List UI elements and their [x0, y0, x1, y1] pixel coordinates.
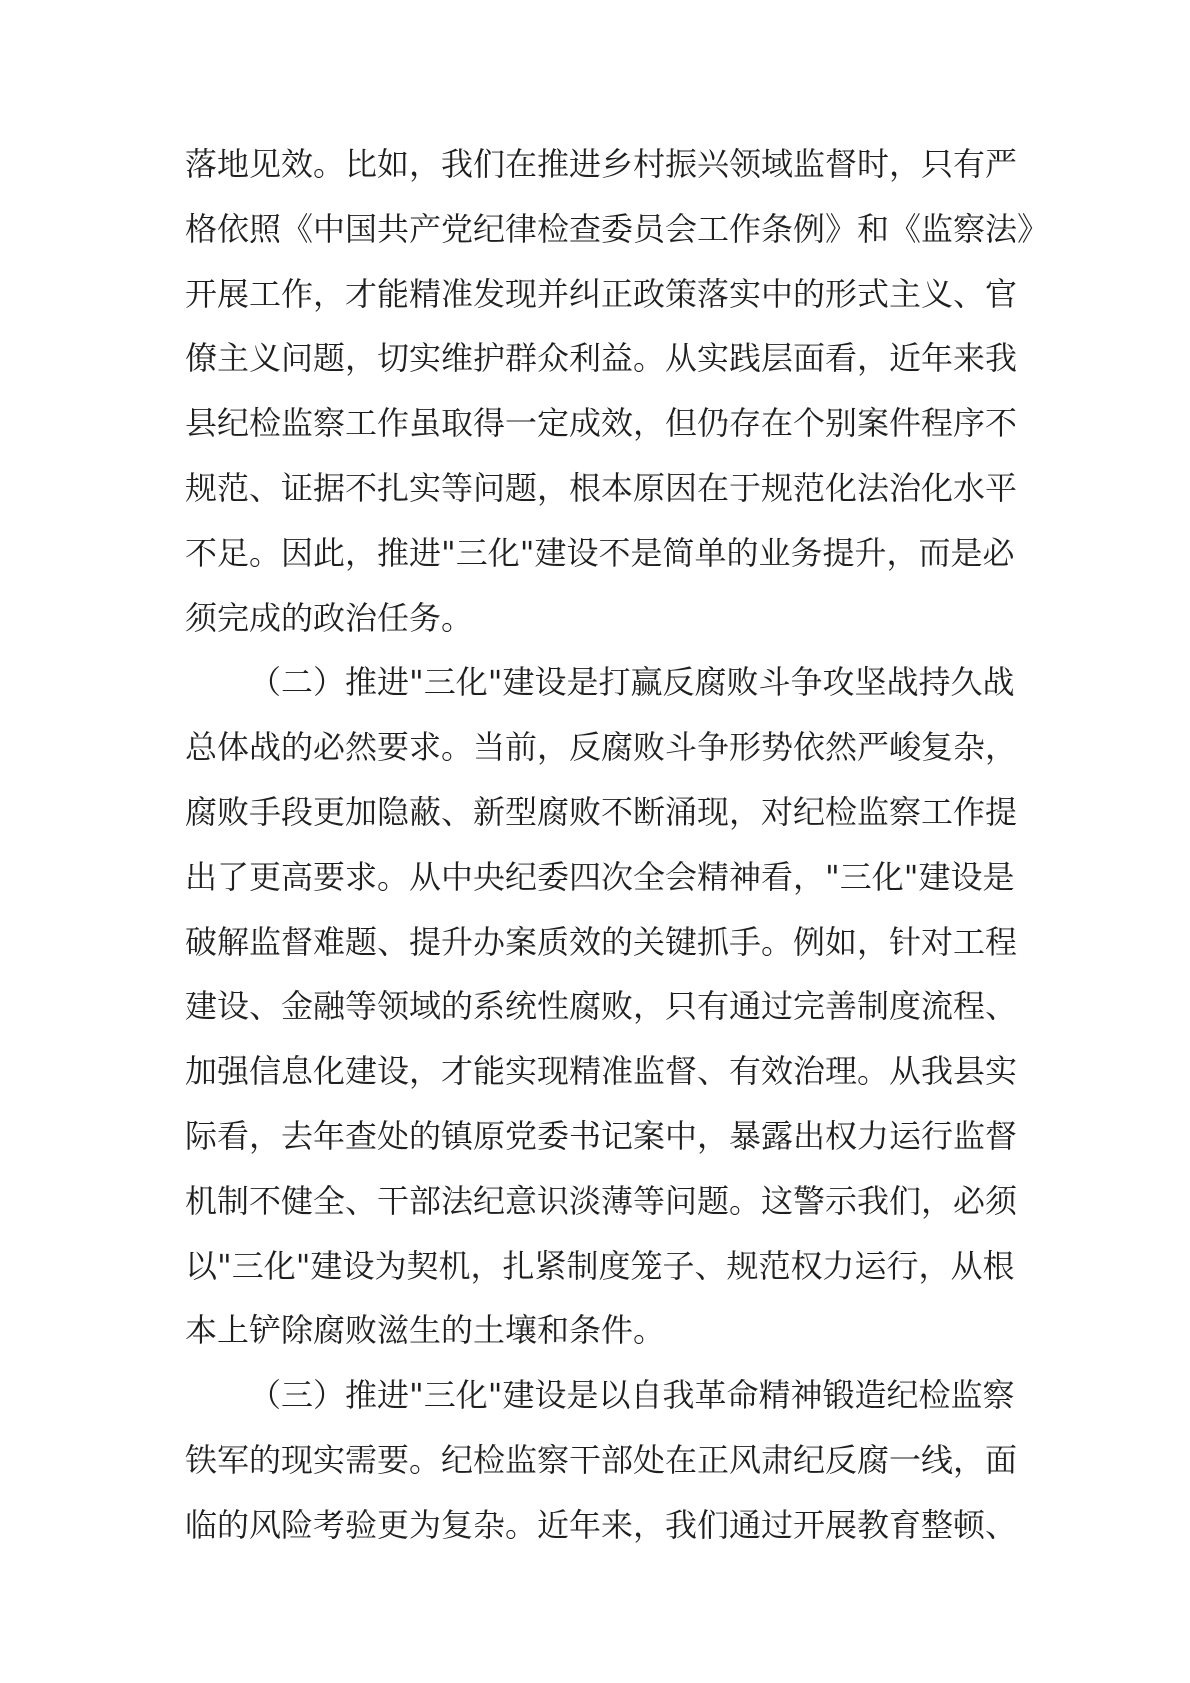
text-line: 腐败手段更加隐蔽、新型腐败不断涌现，对纪检监察工作提 [185, 792, 1018, 831]
text-line: 临的风险考验更为复杂。近年来，我们通过开展教育整顿、 [185, 1505, 1018, 1544]
text-line: 开展工作，才能精准发现并纠正政策落实中的形式主义、官 [185, 274, 1018, 313]
text-line: 加强信息化建设，才能实现精准监督、有效治理。从我县实 [185, 1052, 1018, 1091]
text-line: 破解监督难题、提升办案质效的关键抓手。例如，针对工程 [185, 922, 1018, 961]
text-line: 须完成的政治任务。 [185, 598, 474, 637]
text-line: 县纪检监察工作虽取得一定成效，但仍存在个别案件程序不 [185, 404, 1018, 443]
text-line: 机制不健全、干部法纪意识淡薄等问题。这警示我们，必须 [185, 1181, 1018, 1220]
text-line: 出了更高要求。从中央纪委四次全会精神看，"三化"建设是 [185, 857, 1015, 896]
text-line: 本上铲除腐败滋生的土壤和条件。 [185, 1311, 666, 1350]
document-body [185, 132, 1050, 1558]
text-line: 规范、证据不扎实等问题，根本原因在于规范化法治化水平 [185, 468, 1018, 507]
text-line: 铁军的现实需要。纪检监察干部处在正风肃纪反腐一线，面 [185, 1440, 1018, 1479]
text-line: 格依照《中国共产党纪律检查委员会工作条例》和《监察法》 [185, 209, 1050, 248]
text-line: 落地见效。比如，我们在推进乡村振兴领域监督时，只有严 [185, 145, 1018, 183]
paragraph-3 [185, 1363, 1018, 1557]
text-line: 僚主义问题，切实维护群众利益。从实践层面看，近年来我 [185, 339, 1018, 378]
text-line: 不足。因此，推进"三化"建设不是简单的业务提升，而是必 [185, 533, 1015, 572]
paragraph-2 [185, 650, 1018, 1363]
text-line: 总体战的必然要求。当前，反腐败斗争形势依然严峻复杂， [185, 728, 1018, 767]
paragraph-1 [185, 132, 1050, 650]
text-line: 际看，去年查处的镇原党委书记案中，暴露出权力运行监督 [185, 1116, 1018, 1155]
text-line: （三）推进"三化"建设是以自我革命精神锻造纪检监察 [249, 1376, 1015, 1415]
text-line: 建设、金融等领域的系统性腐败，只有通过完善制度流程、 [185, 987, 1018, 1026]
text-line: 以"三化"建设为契机，扎紧制度笼子、规范权力运行，从根 [185, 1246, 1015, 1285]
text-line: （二）推进"三化"建设是打赢反腐败斗争攻坚战持久战 [249, 663, 1015, 702]
